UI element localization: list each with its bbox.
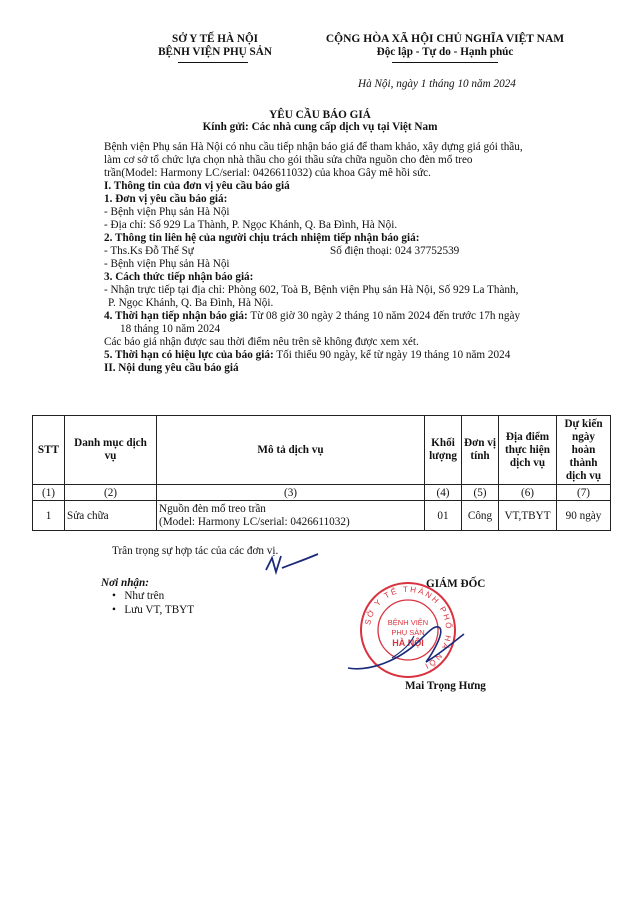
requesting-address: - Địa chỉ: Số 929 La Thành, P. Ngọc Khánh, Q. Ba Đình, Hà Nội. (104, 219, 398, 231)
section-1-sub5: 5. Thời hạn có hiệu lực của báo giá: (104, 349, 274, 361)
row-place: VT,TBYT (499, 501, 557, 531)
col-number: (2) (65, 485, 157, 501)
quote-table (32, 415, 611, 531)
col-number: (6) (499, 485, 557, 501)
validity-text: Tối thiểu 90 ngày, kể từ ngày 19 tháng 10 năm 2024 (273, 349, 511, 361)
header-motto: Độc lập - Tự do - Hạnh phúc (376, 46, 514, 58)
header-ministry: SỞ Y TẾ HÀ NỘI (172, 33, 258, 45)
stamp-ring-text: SỞ Y TẾ THÀNH PHỐ HÀ NỘI (363, 584, 454, 672)
table-row (33, 501, 611, 531)
row-description (157, 501, 425, 531)
header-left-underline (178, 62, 248, 63)
header-completion: Dự kiến ngày hoàn thành dịch vụ (557, 416, 611, 485)
col-number: (5) (462, 485, 499, 501)
row-service: Sửa chữa (65, 501, 157, 531)
row-completion: 90 ngày (557, 501, 611, 531)
contact-phone: Số điện thoại: 024 37752539 (330, 245, 460, 257)
director-signature (340, 610, 480, 680)
table-header-row (33, 416, 611, 485)
col-number: (7) (557, 485, 611, 501)
header-country: CỘNG HÒA XÃ HỘI CHỦ NGHĨA VIỆT NAM (325, 33, 565, 45)
row-quantity: 01 (425, 501, 462, 531)
late-note: Các báo giá nhận được sau thời điểm nêu trên sẽ không được xem xét. (104, 336, 419, 348)
recipient-item: • Như trên (112, 590, 165, 602)
header-right-underline (392, 62, 498, 63)
header-description: Mô tả dịch vụ (157, 416, 425, 485)
col-number: (1) (33, 485, 65, 501)
deadline-text: Từ 08 giờ 30 ngày 2 tháng 10 năm 2024 đến trước 17h ngày (247, 310, 521, 322)
section-1-sub1: 1. Đơn vị yêu cầu báo giá: (104, 193, 228, 205)
document-title: YÊU CẦU BÁO GIÁ (269, 109, 371, 121)
validity-line (104, 349, 510, 362)
contact-name: - Ths.Ks Đỗ Thế Sự (104, 245, 194, 257)
deadline-line-1 (104, 310, 520, 323)
section-1-sub4: 4. Thời hạn tiếp nhận báo giá: (104, 310, 248, 322)
col-number: (4) (425, 485, 462, 501)
document-date: Hà Nội, ngày 1 tháng 10 năm 2024 (358, 78, 516, 90)
recipients-label: Nơi nhận: (101, 577, 149, 589)
stamp-center-3: HÀ NỘI (392, 638, 424, 648)
method-line-1: - Nhận trực tiếp tại địa chỉ: Phòng 602, Toà B, Bệnh viện Phụ sản Hà Nội, Số 929 La Thành, (104, 284, 519, 296)
contact-org: - Bệnh viện Phụ sản Hà Nội (104, 258, 230, 270)
section-1-sub3: 3. Cách thức tiếp nhận báo giá: (104, 271, 254, 283)
col-number: (3) (157, 485, 425, 501)
deadline-line-2: 18 tháng 10 năm 2024 (120, 323, 221, 335)
method-line-2: P. Ngọc Khánh, Q. Ba Đình, Hà Nội. (108, 297, 274, 309)
table-number-row (33, 485, 611, 501)
requesting-unit: - Bệnh viện Phụ sản Hà Nội (104, 206, 230, 218)
header-service: Danh mục dịch vụ (65, 416, 157, 485)
recipient-item: • Lưu VT, TBYT (112, 604, 195, 616)
section-2-heading: II. Nội dung yêu cầu báo giá (104, 362, 239, 374)
row-description-line-2: (Model: Harmony LC/serial: 0426611032) (159, 515, 350, 528)
stamp-center-2: PHỤ SẢN (391, 628, 425, 637)
header-place: Địa điểm thực hiện dịch vụ (499, 416, 557, 485)
intro-line-1: Bệnh viện Phụ sản Hà Nội có nhu cầu tiếp nhận báo giá để tham khảo, xây dựng giá gói thầu, (104, 141, 523, 153)
header-hospital: BỆNH VIỆN PHỤ SẢN (158, 46, 272, 58)
row-stt: 1 (33, 501, 65, 531)
intro-line-2: làm cơ sở tổ chức lựa chọn nhà thầu cho gói thầu sửa chữa nguồn cho đèn mổ treo (104, 154, 473, 166)
header-quantity: Khối lượng (425, 416, 462, 485)
document-recipient: Kính gửi: Các nhà cung cấp dịch vụ tại Việt Nam (202, 121, 438, 133)
section-1-sub2: 2. Thông tin liên hệ của người chịu trách nhiệm tiếp nhận báo giá: (104, 232, 420, 244)
initial-signature (262, 548, 322, 580)
header-unit: Đơn vị tính (462, 416, 499, 485)
director-name: Mai Trọng Hưng (405, 680, 486, 692)
closing-text: Trân trọng sự hợp tác của các đơn vị. (112, 545, 279, 557)
header-stt: STT (33, 416, 65, 485)
intro-line-3: trần(Model: Harmony LC/serial: 0426611032) của khoa Gây mê hồi sức. (104, 167, 431, 179)
row-description-line-1: Nguồn đèn mổ treo trần (159, 502, 266, 515)
signature-title: GIÁM ĐỐC (426, 578, 486, 590)
stamp-center-1: BỆNH VIỆN (387, 618, 429, 627)
section-1-heading: I. Thông tin của đơn vị yêu cầu báo giá (104, 180, 290, 192)
row-unit: Công (462, 501, 499, 531)
